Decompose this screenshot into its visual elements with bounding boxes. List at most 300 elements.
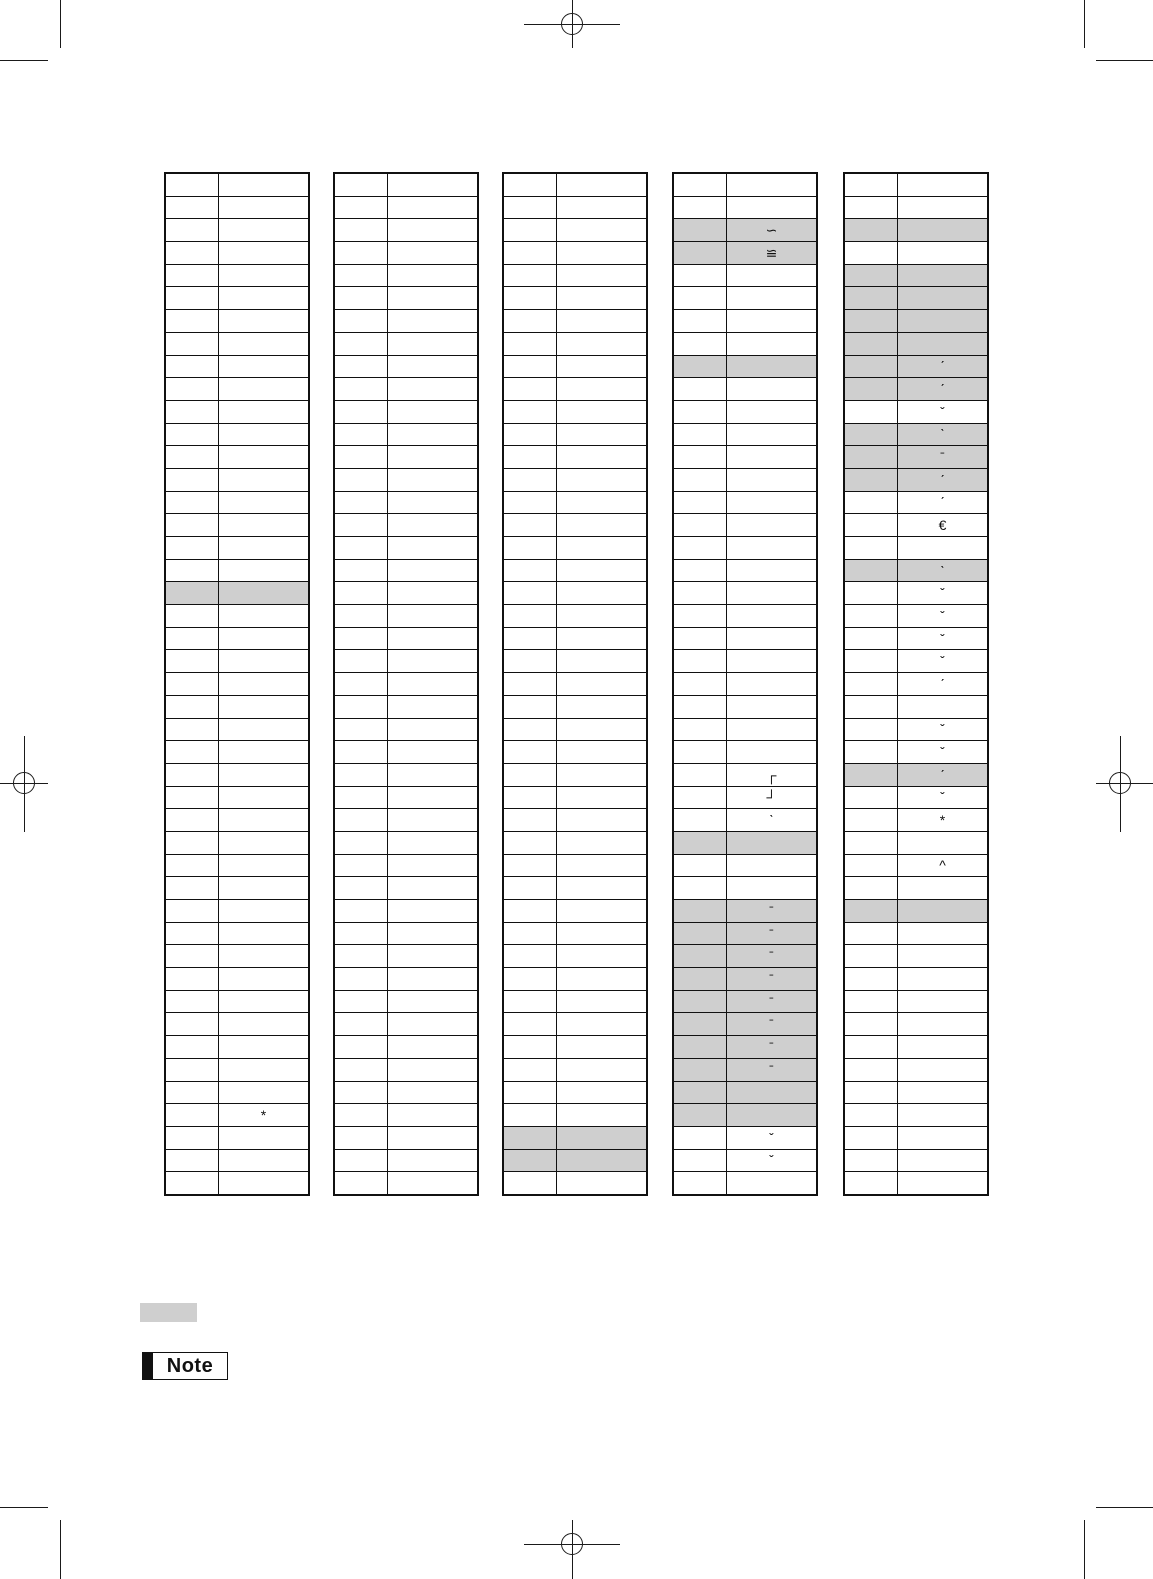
code-cell bbox=[503, 900, 557, 923]
code-cell bbox=[334, 1013, 388, 1036]
code-cell bbox=[165, 468, 219, 491]
character-cell bbox=[727, 355, 818, 378]
code-cell bbox=[165, 219, 219, 242]
character-cell bbox=[219, 627, 310, 650]
character-cell bbox=[557, 1149, 648, 1172]
code-cell bbox=[844, 332, 898, 355]
character-table-3 bbox=[502, 172, 648, 1196]
code-cell bbox=[844, 1058, 898, 1081]
character-cell bbox=[898, 877, 989, 900]
code-cell bbox=[503, 582, 557, 605]
character-cell: ˉ bbox=[727, 945, 818, 968]
table-row bbox=[334, 741, 478, 764]
code-cell bbox=[334, 423, 388, 446]
table-row bbox=[844, 990, 988, 1013]
character-cell bbox=[557, 1058, 648, 1081]
table-row bbox=[334, 219, 478, 242]
character-cell bbox=[219, 491, 310, 514]
table-row bbox=[673, 468, 817, 491]
code-cell bbox=[165, 650, 219, 673]
table-row bbox=[844, 695, 988, 718]
code-cell bbox=[503, 400, 557, 423]
table-row bbox=[165, 605, 309, 628]
character-cell bbox=[219, 582, 310, 605]
code-cell bbox=[844, 582, 898, 605]
table-row bbox=[673, 605, 817, 628]
table-row bbox=[334, 242, 478, 265]
table-row bbox=[673, 1058, 817, 1081]
table-row bbox=[165, 264, 309, 287]
character-cell bbox=[898, 332, 989, 355]
table-row bbox=[503, 990, 647, 1013]
table-row bbox=[673, 968, 817, 991]
code-cell bbox=[673, 922, 727, 945]
code-cell bbox=[334, 922, 388, 945]
character-cell: ˉ bbox=[727, 1013, 818, 1036]
table-row bbox=[503, 1058, 647, 1081]
code-cell bbox=[673, 650, 727, 673]
code-cell bbox=[844, 695, 898, 718]
character-cell bbox=[219, 900, 310, 923]
table-row bbox=[334, 173, 478, 196]
table-row bbox=[673, 537, 817, 560]
table-row bbox=[165, 423, 309, 446]
code-cell bbox=[334, 809, 388, 832]
table-row bbox=[334, 922, 478, 945]
table-row bbox=[503, 968, 647, 991]
table-row bbox=[844, 355, 988, 378]
code-cell bbox=[844, 763, 898, 786]
code-cell bbox=[165, 605, 219, 628]
code-cell bbox=[673, 786, 727, 809]
character-cell bbox=[557, 1172, 648, 1195]
character-cell: ˇ bbox=[898, 650, 989, 673]
character-cell bbox=[557, 582, 648, 605]
character-cell: ˇ bbox=[898, 627, 989, 650]
table-row bbox=[334, 695, 478, 718]
character-cell bbox=[219, 1036, 310, 1059]
table-row bbox=[165, 1126, 309, 1149]
character-cell bbox=[727, 1081, 818, 1104]
character-cell: ˋ bbox=[727, 809, 818, 832]
table-row bbox=[844, 718, 988, 741]
character-cell bbox=[557, 173, 648, 196]
code-cell bbox=[503, 786, 557, 809]
character-cell bbox=[388, 990, 479, 1013]
table-row bbox=[334, 332, 478, 355]
character-cell bbox=[219, 264, 310, 287]
code-cell bbox=[165, 242, 219, 265]
table-row bbox=[334, 1126, 478, 1149]
character-cell: ∽ bbox=[727, 219, 818, 242]
table-row bbox=[503, 287, 647, 310]
code-cell bbox=[334, 786, 388, 809]
character-cell bbox=[388, 196, 479, 219]
table-row bbox=[844, 514, 988, 537]
character-cell bbox=[727, 695, 818, 718]
table-row bbox=[165, 968, 309, 991]
table-row bbox=[334, 605, 478, 628]
table-row bbox=[673, 514, 817, 537]
character-cell bbox=[219, 809, 310, 832]
table-row bbox=[844, 854, 988, 877]
code-cell bbox=[165, 582, 219, 605]
table-row bbox=[334, 1058, 478, 1081]
character-cell bbox=[388, 945, 479, 968]
code-cell bbox=[334, 491, 388, 514]
table-row bbox=[165, 1149, 309, 1172]
character-cell bbox=[727, 854, 818, 877]
table-row bbox=[844, 922, 988, 945]
table-row bbox=[503, 423, 647, 446]
table-row bbox=[673, 332, 817, 355]
character-cell bbox=[219, 922, 310, 945]
code-cell bbox=[334, 1104, 388, 1127]
character-cell bbox=[388, 1149, 479, 1172]
table-row bbox=[334, 196, 478, 219]
code-cell bbox=[334, 695, 388, 718]
table-row bbox=[503, 627, 647, 650]
table-row bbox=[165, 582, 309, 605]
code-cell bbox=[165, 990, 219, 1013]
code-cell bbox=[503, 446, 557, 469]
table-row bbox=[334, 537, 478, 560]
code-cell bbox=[334, 378, 388, 401]
character-cell bbox=[898, 264, 989, 287]
character-cell bbox=[727, 264, 818, 287]
code-cell bbox=[165, 968, 219, 991]
table-row bbox=[165, 786, 309, 809]
table-row bbox=[165, 1036, 309, 1059]
character-cell bbox=[388, 355, 479, 378]
table-row bbox=[844, 173, 988, 196]
table-row bbox=[165, 922, 309, 945]
table-row bbox=[673, 673, 817, 696]
character-cell bbox=[388, 310, 479, 333]
character-cell: ˇ bbox=[898, 582, 989, 605]
table-row bbox=[165, 650, 309, 673]
character-cell bbox=[219, 1081, 310, 1104]
table-row bbox=[844, 809, 988, 832]
code-cell bbox=[165, 1081, 219, 1104]
code-cell bbox=[503, 673, 557, 696]
table-row bbox=[844, 332, 988, 355]
table-row bbox=[844, 627, 988, 650]
table-row bbox=[503, 786, 647, 809]
code-cell bbox=[165, 627, 219, 650]
character-cell bbox=[219, 650, 310, 673]
crop-mark bbox=[0, 60, 48, 61]
code-cell bbox=[673, 446, 727, 469]
table-row bbox=[673, 287, 817, 310]
code-cell bbox=[334, 1149, 388, 1172]
character-cell bbox=[557, 400, 648, 423]
character-cell bbox=[388, 854, 479, 877]
character-cell bbox=[557, 763, 648, 786]
table-row bbox=[165, 173, 309, 196]
code-cell bbox=[673, 400, 727, 423]
table-row bbox=[673, 786, 817, 809]
table-row bbox=[334, 900, 478, 923]
note-bar bbox=[143, 1353, 153, 1379]
character-cell bbox=[727, 718, 818, 741]
table-row bbox=[503, 1126, 647, 1149]
code-cell bbox=[503, 990, 557, 1013]
table-row bbox=[165, 1058, 309, 1081]
character-cell bbox=[219, 332, 310, 355]
table-row bbox=[503, 718, 647, 741]
table-row bbox=[165, 627, 309, 650]
character-cell: ˉ bbox=[727, 990, 818, 1013]
character-cell bbox=[219, 763, 310, 786]
character-cell bbox=[898, 990, 989, 1013]
table-row bbox=[844, 468, 988, 491]
code-cell bbox=[673, 559, 727, 582]
table-row bbox=[165, 446, 309, 469]
code-cell bbox=[165, 877, 219, 900]
code-cell bbox=[503, 514, 557, 537]
character-cell bbox=[727, 650, 818, 673]
character-cell bbox=[727, 673, 818, 696]
code-cell bbox=[844, 1036, 898, 1059]
table-row bbox=[503, 763, 647, 786]
table-row bbox=[165, 809, 309, 832]
table-row bbox=[165, 196, 309, 219]
character-cell bbox=[219, 173, 310, 196]
table-row bbox=[334, 423, 478, 446]
character-cell bbox=[557, 287, 648, 310]
code-cell bbox=[165, 741, 219, 764]
character-cell bbox=[727, 173, 818, 196]
code-cell bbox=[503, 1149, 557, 1172]
table-row bbox=[334, 264, 478, 287]
table-row bbox=[165, 355, 309, 378]
code-cell bbox=[673, 968, 727, 991]
table-row bbox=[844, 446, 988, 469]
character-cell bbox=[388, 1081, 479, 1104]
table-row bbox=[673, 1126, 817, 1149]
code-cell bbox=[334, 400, 388, 423]
code-cell bbox=[503, 219, 557, 242]
code-cell bbox=[334, 718, 388, 741]
character-cell bbox=[898, 1036, 989, 1059]
code-cell bbox=[165, 537, 219, 560]
code-cell bbox=[334, 627, 388, 650]
character-cell: ˇ bbox=[898, 741, 989, 764]
code-cell bbox=[844, 990, 898, 1013]
table-row bbox=[334, 968, 478, 991]
table-row bbox=[503, 332, 647, 355]
table-row bbox=[165, 332, 309, 355]
code-cell bbox=[673, 1036, 727, 1059]
code-cell bbox=[673, 514, 727, 537]
character-cell bbox=[388, 1058, 479, 1081]
table-row bbox=[844, 1149, 988, 1172]
code-cell bbox=[334, 1036, 388, 1059]
character-cell bbox=[219, 1013, 310, 1036]
code-cell bbox=[503, 287, 557, 310]
table-row bbox=[503, 264, 647, 287]
character-cell bbox=[557, 1036, 648, 1059]
code-cell bbox=[844, 786, 898, 809]
character-cell bbox=[557, 537, 648, 560]
code-cell bbox=[503, 1013, 557, 1036]
character-cell bbox=[727, 400, 818, 423]
shaded-legend-swatch bbox=[140, 1303, 197, 1322]
code-cell bbox=[334, 968, 388, 991]
code-cell bbox=[503, 695, 557, 718]
table-row bbox=[844, 650, 988, 673]
table-row bbox=[844, 491, 988, 514]
character-cell bbox=[898, 900, 989, 923]
table-row bbox=[844, 287, 988, 310]
code-cell bbox=[165, 1172, 219, 1195]
table-row bbox=[503, 650, 647, 673]
table-row bbox=[334, 673, 478, 696]
code-cell bbox=[503, 242, 557, 265]
table-row bbox=[503, 173, 647, 196]
code-cell bbox=[334, 287, 388, 310]
character-cell bbox=[388, 1126, 479, 1149]
code-cell bbox=[165, 173, 219, 196]
code-cell bbox=[673, 877, 727, 900]
character-cell: ˊ bbox=[898, 468, 989, 491]
table-row bbox=[673, 242, 817, 265]
crop-mark bbox=[0, 1507, 48, 1508]
code-cell bbox=[165, 854, 219, 877]
character-cell bbox=[557, 900, 648, 923]
code-cell bbox=[844, 968, 898, 991]
character-cell bbox=[219, 537, 310, 560]
code-cell bbox=[673, 605, 727, 628]
character-cell bbox=[727, 605, 818, 628]
table-row bbox=[165, 1172, 309, 1195]
table-row bbox=[165, 877, 309, 900]
character-cell bbox=[219, 968, 310, 991]
table-row bbox=[334, 627, 478, 650]
character-cell: ˇ bbox=[898, 786, 989, 809]
code-cell bbox=[165, 310, 219, 333]
code-cell bbox=[673, 423, 727, 446]
code-cell bbox=[844, 922, 898, 945]
code-cell bbox=[844, 173, 898, 196]
table-row bbox=[673, 310, 817, 333]
character-cell bbox=[898, 922, 989, 945]
code-cell bbox=[673, 718, 727, 741]
table-row bbox=[165, 537, 309, 560]
table-row bbox=[673, 1081, 817, 1104]
code-cell bbox=[673, 173, 727, 196]
character-cell bbox=[557, 854, 648, 877]
character-cell bbox=[219, 831, 310, 854]
code-cell bbox=[165, 378, 219, 401]
table-row bbox=[503, 446, 647, 469]
table-row bbox=[334, 1104, 478, 1127]
table-row bbox=[503, 1104, 647, 1127]
character-cell: ˊ bbox=[898, 355, 989, 378]
character-cell: ┘ bbox=[727, 786, 818, 809]
table-row bbox=[844, 1172, 988, 1195]
character-cell: ˋ bbox=[898, 423, 989, 446]
code-cell bbox=[165, 922, 219, 945]
table-row bbox=[334, 990, 478, 1013]
character-cell bbox=[557, 831, 648, 854]
table-row bbox=[503, 605, 647, 628]
character-cell bbox=[727, 310, 818, 333]
character-cell bbox=[219, 854, 310, 877]
character-cell bbox=[219, 718, 310, 741]
code-cell bbox=[334, 854, 388, 877]
character-cell bbox=[898, 1126, 989, 1149]
code-cell bbox=[503, 763, 557, 786]
code-cell bbox=[334, 219, 388, 242]
table-row bbox=[165, 378, 309, 401]
code-cell bbox=[844, 718, 898, 741]
code-cell bbox=[503, 378, 557, 401]
code-cell bbox=[503, 809, 557, 832]
table-row bbox=[673, 446, 817, 469]
character-cell bbox=[557, 219, 648, 242]
character-table-1 bbox=[164, 172, 310, 1196]
code-cell bbox=[844, 491, 898, 514]
table-row bbox=[503, 378, 647, 401]
code-cell bbox=[334, 605, 388, 628]
code-cell bbox=[334, 537, 388, 560]
character-cell bbox=[557, 922, 648, 945]
code-cell bbox=[334, 877, 388, 900]
code-cell bbox=[673, 287, 727, 310]
character-cell bbox=[388, 831, 479, 854]
character-cell: ┌ bbox=[727, 763, 818, 786]
table-row bbox=[334, 378, 478, 401]
table-row bbox=[844, 673, 988, 696]
crop-mark bbox=[1084, 0, 1085, 48]
character-cell bbox=[898, 831, 989, 854]
character-cell: * bbox=[219, 1104, 310, 1127]
code-cell bbox=[334, 582, 388, 605]
table-row bbox=[503, 196, 647, 219]
character-cell bbox=[388, 900, 479, 923]
character-cell: ˇ bbox=[898, 718, 989, 741]
character-cell bbox=[388, 491, 479, 514]
table-row bbox=[844, 400, 988, 423]
code-cell bbox=[165, 831, 219, 854]
code-cell bbox=[673, 1058, 727, 1081]
code-cell bbox=[673, 1104, 727, 1127]
character-cell: ˉ bbox=[898, 446, 989, 469]
code-cell bbox=[334, 1172, 388, 1195]
table-row bbox=[334, 1081, 478, 1104]
code-cell bbox=[503, 650, 557, 673]
registration-circle bbox=[1109, 772, 1131, 794]
character-cell bbox=[557, 468, 648, 491]
table-row bbox=[503, 922, 647, 945]
character-cell bbox=[388, 718, 479, 741]
table-row bbox=[334, 559, 478, 582]
table-row bbox=[503, 695, 647, 718]
code-cell bbox=[165, 332, 219, 355]
character-cell bbox=[219, 1126, 310, 1149]
character-cell bbox=[557, 945, 648, 968]
character-cell bbox=[727, 627, 818, 650]
character-cell bbox=[898, 1149, 989, 1172]
table-row bbox=[503, 537, 647, 560]
code-cell bbox=[503, 468, 557, 491]
code-cell bbox=[503, 310, 557, 333]
table-row bbox=[673, 1149, 817, 1172]
character-cell bbox=[388, 514, 479, 537]
character-cell bbox=[557, 378, 648, 401]
